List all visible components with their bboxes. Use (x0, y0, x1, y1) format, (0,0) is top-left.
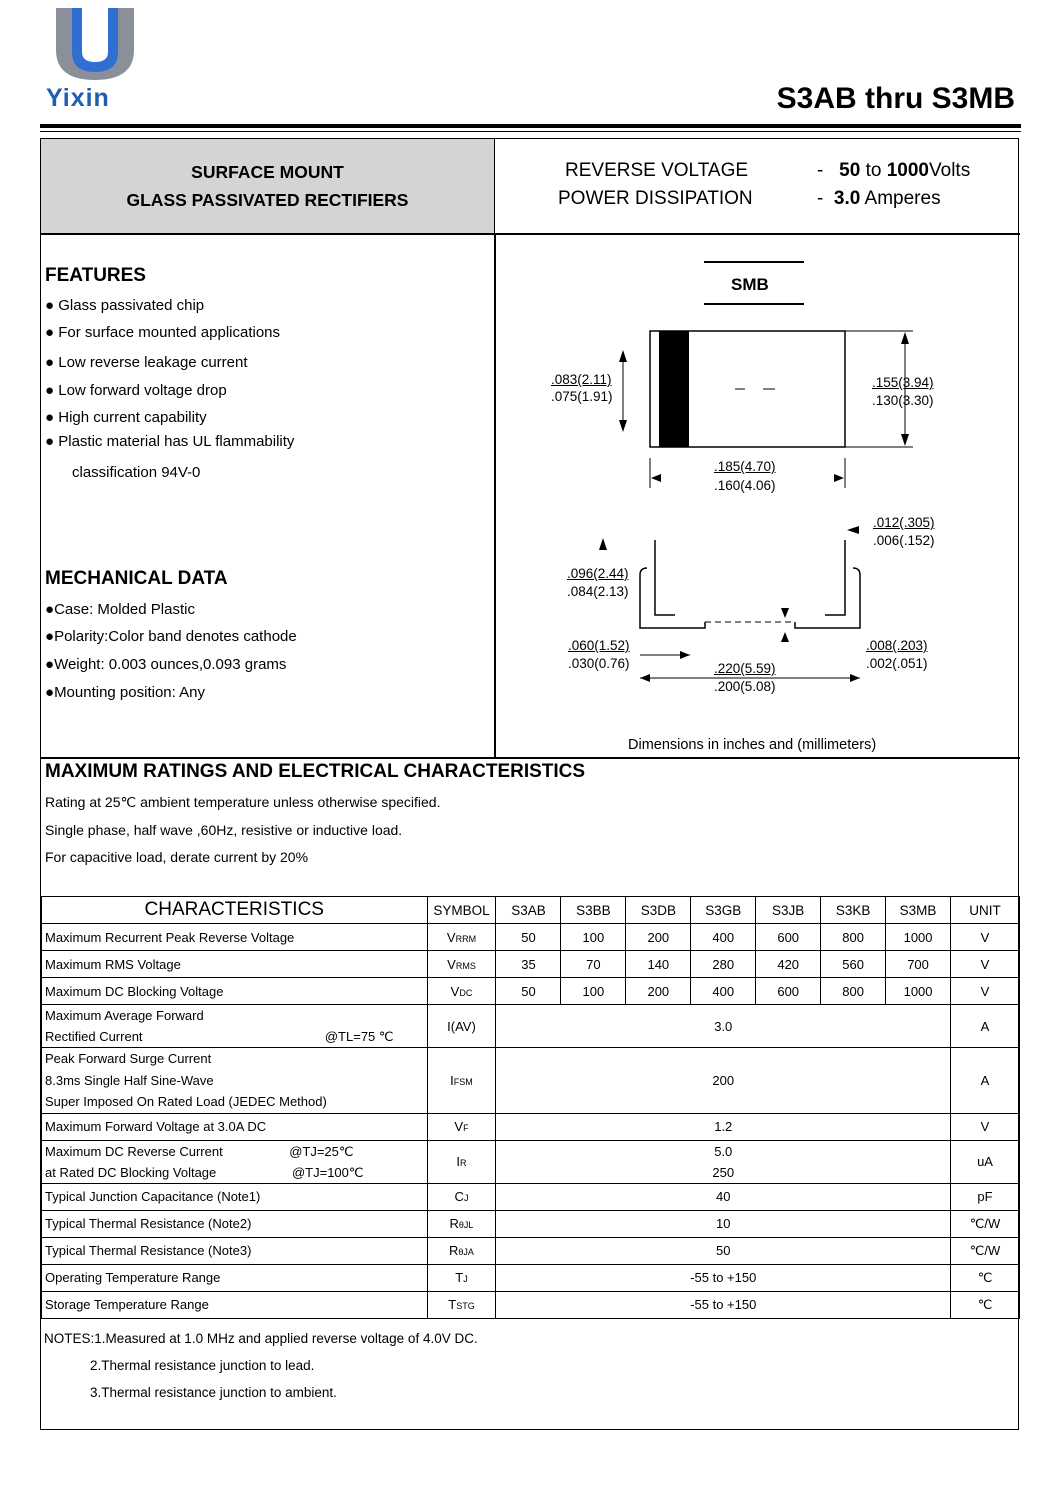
row-value: 70 (561, 951, 626, 978)
table-row (42, 1291, 1020, 1318)
mechanical-item: ●Polarity:Color band denotes cathode (45, 628, 297, 645)
row-value: -55 to +150 (496, 1291, 951, 1318)
dim-lead-thickness-max: .012(.305) (873, 515, 935, 530)
dim-overall-height-min: .084(2.13) (567, 584, 629, 599)
power-dissipation-value: - 3.0 Amperes (817, 188, 941, 209)
reverse-voltage-label: REVERSE VOLTAGE (565, 160, 749, 181)
feature-item: ● Glass passivated chip (45, 297, 205, 314)
header-part: S3MB (886, 897, 951, 924)
dim-lead-length-max: .060(1.52) (568, 638, 630, 653)
row-symbol: RθJA (427, 1237, 496, 1264)
header-part: S3DB (626, 897, 691, 924)
row-characteristic: Maximum Forward Voltage at 3.0A DC (42, 1113, 428, 1140)
row-unit: V (951, 924, 1020, 951)
table-row (42, 924, 1020, 951)
feature-item: ● High current capability (45, 409, 207, 426)
dim-standoff-max: .008(.203) (866, 638, 928, 653)
row-characteristic: Typical Junction Capacitance (Note1) (42, 1183, 428, 1210)
note-3: 3.Thermal resistance junction to ambient. (90, 1385, 337, 1400)
row-characteristic: Peak Forward Surge Current 8.3ms Single Half Sine-Wave Super Imposed On Rated Load (JEDEC Method) (42, 1048, 428, 1114)
note-2: 2.Thermal resistance junction to lead. (90, 1358, 315, 1373)
row-value: 420 (756, 951, 821, 978)
row-characteristic: Maximum RMS Voltage (42, 951, 428, 978)
package-name: SMB (731, 275, 769, 294)
row-value: 35 (496, 951, 561, 978)
row-characteristic: Operating Temperature Range (42, 1264, 428, 1291)
ratings-line: Single phase, half wave ,60Hz, resistive or inductive load. (45, 822, 403, 838)
features-title: FEATURES (45, 265, 146, 286)
row-symbol: TJ (427, 1264, 496, 1291)
header-part: S3KB (821, 897, 886, 924)
row-symbol: RθJL (427, 1210, 496, 1237)
row-value: 800 (821, 978, 886, 1005)
row-unit: V (951, 1113, 1020, 1140)
table-row (42, 951, 1020, 978)
product-type-box (41, 139, 495, 233)
dim-band-width-max: .083(2.11) (551, 372, 612, 387)
row-value: 400 (691, 924, 756, 951)
dimensions-caption: Dimensions in inches and (millimeters) (628, 737, 877, 753)
row-symbol: VDC (427, 978, 496, 1005)
table-row (42, 1113, 1020, 1140)
product-type-line2: GLASS PASSIVATED RECTIFIERS (126, 190, 409, 210)
dim-band-width-min: .075(1.91) (551, 389, 613, 404)
product-type-line1: SURFACE MOUNT (191, 162, 344, 182)
table-row (42, 1210, 1020, 1237)
dim-overall-length-max: .220(5.59) (714, 661, 776, 676)
row-value: 800 (821, 924, 886, 951)
ratings-line: Rating at 25℃ ambient temperature unless otherwise specified. (45, 794, 441, 810)
header-rule-thin (40, 131, 1021, 132)
company-name: Yixin (46, 84, 110, 112)
header-unit: UNIT (951, 897, 1020, 924)
row-value: 700 (886, 951, 951, 978)
dim-standoff-min: .002(.051) (866, 656, 928, 671)
feature-item: ● For surface mounted applications (45, 324, 281, 341)
row-value: 400 (691, 978, 756, 1005)
ratings-title: MAXIMUM RATINGS AND ELECTRICAL CHARACTERISTICS (45, 761, 586, 782)
mechanical-item: ●Mounting position: Any (45, 684, 205, 701)
feature-item: ● Low forward voltage drop (45, 382, 227, 399)
row-value: 600 (756, 924, 821, 951)
row-unit: uA (951, 1140, 1020, 1183)
row-symbol: VF (427, 1113, 496, 1140)
row-value: 1000 (886, 978, 951, 1005)
header-characteristics: CHARACTERISTICS (42, 897, 428, 924)
row-value: 280 (691, 951, 756, 978)
row-unit: V (951, 951, 1020, 978)
dim-lead-thickness-min: .006(.152) (873, 533, 935, 548)
characteristics-table (41, 896, 1020, 1319)
table-row (42, 1140, 1020, 1183)
row-characteristic: Maximum DC Blocking Voltage (42, 978, 428, 1005)
row-value: 50 (496, 924, 561, 951)
note-1: NOTES:1.Measured at 1.0 MHz and applied reverse voltage of 4.0V DC. (44, 1331, 478, 1346)
row-value: 200 (496, 1048, 951, 1114)
dim-overall-length-min: .200(5.08) (714, 679, 776, 694)
table-row (42, 1237, 1020, 1264)
row-unit: pF (951, 1183, 1020, 1210)
power-dissipation-label: POWER DISSIPATION (558, 188, 753, 209)
row-value: 200 (626, 924, 691, 951)
package-name-overline (704, 261, 804, 263)
mechanical-title: MECHANICAL DATA (45, 568, 228, 589)
row-symbol: IR (427, 1140, 496, 1183)
feature-item: ● Plastic material has UL flammability (45, 433, 295, 450)
row-unit: A (951, 1048, 1020, 1114)
row-symbol: CJ (427, 1183, 496, 1210)
row-value: 100 (561, 978, 626, 1005)
row-symbol: IFSM (427, 1048, 496, 1114)
header-part: S3JB (756, 897, 821, 924)
row-unit: A (951, 1005, 1020, 1048)
table-header-row (42, 897, 1020, 924)
divider (41, 757, 1020, 759)
row-value: 140 (626, 951, 691, 978)
divider (41, 233, 1020, 235)
mechanical-item: ●Weight: 0.003 ounces,0.093 grams (45, 656, 287, 673)
row-value: 1.2 (496, 1113, 951, 1140)
ratings-line: For capacitive load, derate current by 20% (45, 849, 309, 865)
feature-item: ● Low reverse leakage current (45, 354, 248, 371)
row-value: 50 (496, 978, 561, 1005)
dim-body-length-max: .185(4.70) (714, 459, 776, 474)
row-symbol: I(AV) (427, 1005, 496, 1048)
row-unit: ℃ (951, 1264, 1020, 1291)
dim-body-length-min: .160(4.06) (714, 478, 776, 493)
row-value: 560 (821, 951, 886, 978)
row-characteristic: Typical Thermal Resistance (Note2) (42, 1210, 428, 1237)
row-value: 50 (496, 1237, 951, 1264)
row-value: 5.0 250 (496, 1140, 951, 1183)
row-symbol: VRMS (427, 951, 496, 978)
row-characteristic: Maximum Average Forward Rectified Current @TL=75 ℃ (42, 1005, 428, 1048)
dim-body-height-max: .155(3.94) (872, 375, 934, 390)
table-row (42, 1048, 1020, 1114)
row-symbol: TSTG (427, 1291, 496, 1318)
row-symbol: VRRM (427, 924, 496, 951)
header-part: S3BB (561, 897, 626, 924)
row-unit: ℃/W (951, 1210, 1020, 1237)
table-row (42, 1183, 1020, 1210)
row-characteristic: Typical Thermal Resistance (Note3) (42, 1237, 428, 1264)
row-unit: ℃ (951, 1291, 1020, 1318)
row-value: 3.0 (496, 1005, 951, 1048)
row-value: -55 to +150 (496, 1264, 951, 1291)
row-value: 10 (496, 1210, 951, 1237)
mechanical-item: ●Case: Molded Plastic (45, 601, 195, 618)
header-symbol: SYMBOL (427, 897, 496, 924)
company-logo (50, 4, 140, 84)
table-row (42, 978, 1020, 1005)
dim-overall-height-max: .096(2.44) (567, 566, 629, 581)
row-unit: V (951, 978, 1020, 1005)
row-value: 1000 (886, 924, 951, 951)
header-part: S3GB (691, 897, 756, 924)
dim-lead-length-min: .030(0.76) (568, 656, 630, 671)
row-characteristic: Maximum Recurrent Peak Reverse Voltage (42, 924, 428, 951)
feature-item-continuation: classification 94V-0 (72, 464, 201, 481)
header-part: S3AB (496, 897, 561, 924)
row-value: 100 (561, 924, 626, 951)
row-value: 200 (626, 978, 691, 1005)
row-value: 600 (756, 978, 821, 1005)
row-characteristic: Storage Temperature Range (42, 1291, 428, 1318)
table-row (42, 1005, 1020, 1048)
row-unit: ℃/W (951, 1237, 1020, 1264)
table-row (42, 1264, 1020, 1291)
reverse-voltage-value: - 50 to 1000Volts (817, 160, 971, 181)
row-value: 40 (496, 1183, 951, 1210)
row-characteristic: Maximum DC Reverse Current @TJ=25℃ at Rated DC Blocking Voltage @TJ=100℃ (42, 1140, 428, 1183)
header-rule (40, 124, 1021, 128)
part-range-title: S3AB thru S3MB (776, 82, 1015, 115)
package-name-underline (704, 303, 804, 305)
dim-body-height-min: .130(3.30) (872, 393, 934, 408)
